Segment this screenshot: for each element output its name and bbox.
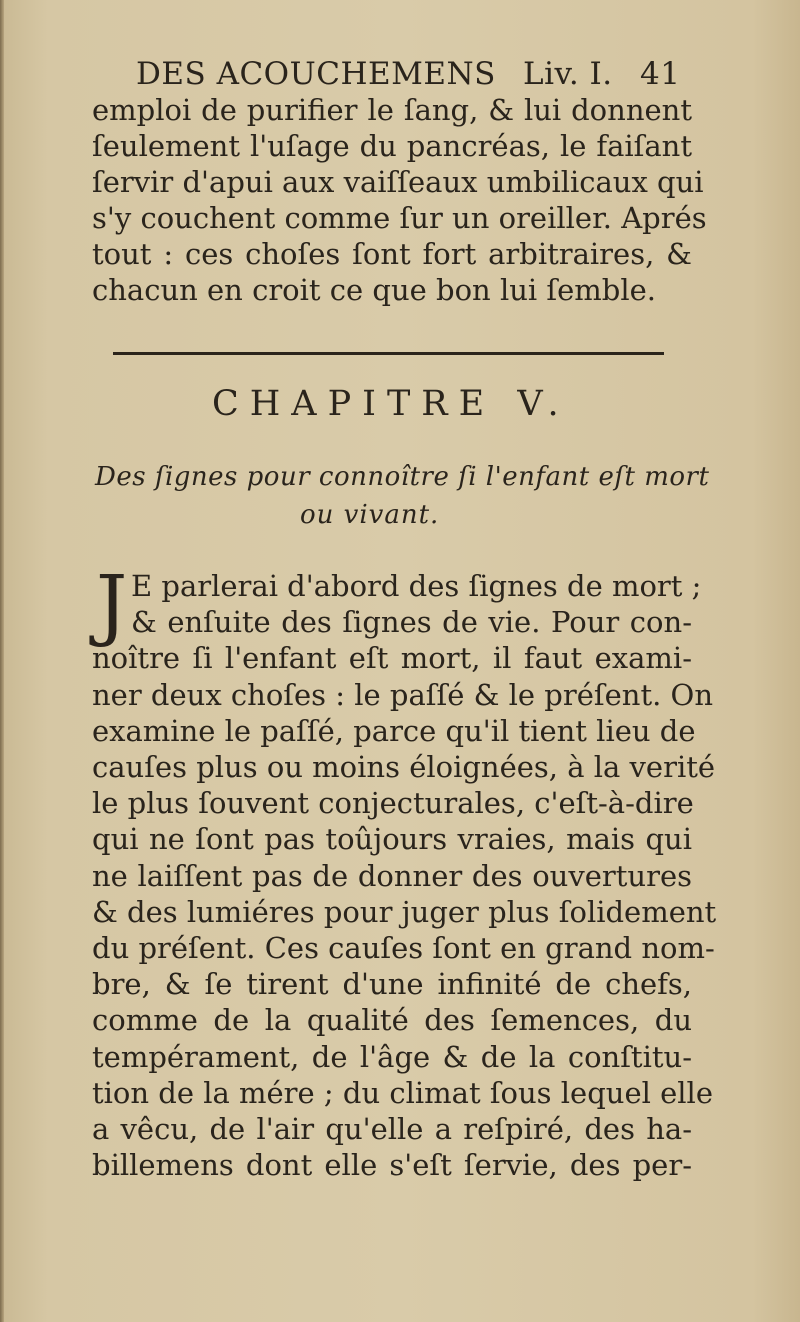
text-line: billemens dont elle s'eſt ſervie, des per- bbox=[92, 1148, 692, 1183]
text-line: ſervir d'apui aux vaiſſeaux umbilicaux qui bbox=[92, 165, 704, 199]
text-line: noître ſi l'enfant eſt mort, il faut exami- bbox=[92, 641, 692, 676]
text-line: ner deux choſes : le paſſé & le préſent. On bbox=[92, 677, 714, 712]
text-line: bre, & ſe tirent d'une infinité de chefs, bbox=[92, 967, 692, 1002]
text-line: a vêcu, de l'air qu'elle a reſpiré, des ha- bbox=[92, 1112, 692, 1146]
chapter-subtitle-line-1: Des ſignes pour connoître ſi l'enfant eſt mort bbox=[95, 462, 710, 492]
text-line: E parlerai d'abord des ſignes de mort ; bbox=[131, 569, 702, 603]
page-gutter-edge bbox=[0, 0, 4, 1322]
text-line: qui ne ſont pas toûjours vraies, mais qui bbox=[92, 822, 692, 857]
page-number: 41 bbox=[640, 56, 681, 92]
text-line: comme de la qualité des ſemences, du bbox=[92, 1003, 692, 1038]
book-number: Liv. I. bbox=[523, 56, 613, 92]
text-line: & des lumiéres pour juger plus ſolidement bbox=[92, 894, 717, 929]
running-header bbox=[136, 56, 696, 96]
text-line: emploi de purifier le ſang, & lui donnent bbox=[92, 93, 692, 127]
text-line: ne laiſſent pas de donner des ouvertures bbox=[92, 858, 692, 893]
section-divider-rule bbox=[113, 352, 664, 355]
text-line: examine le paſſé, parce qu'il tient lieu de bbox=[92, 713, 696, 748]
chapter-heading: CHAPITRE V. bbox=[212, 384, 570, 424]
text-line: chacun en croit ce que bon lui ſemble. bbox=[92, 273, 657, 307]
text-line: du préſent. Ces cauſes ſont en grand nom- bbox=[92, 931, 715, 965]
text-line: tion de la mére ; du climat ſous lequel elle bbox=[92, 1075, 713, 1110]
chapter-subtitle-line-2: ou vivant. bbox=[300, 500, 440, 530]
text-line: & enſuite des ſignes de vie. Pour con- bbox=[131, 605, 692, 640]
text-line: cauſes plus ou moins éloignées, à la verité bbox=[92, 750, 716, 784]
text-line: tempérament, de l'âge & de la conſtitu- bbox=[92, 1039, 692, 1074]
text-line: tout : ces choſes ſont fort arbitraires, & bbox=[92, 237, 692, 271]
text-line: le plus ſouvent conjecturales, c'eſt-à-dire bbox=[92, 786, 694, 821]
text-line: s'y couchent comme ſur un oreiller. Aprés bbox=[92, 201, 707, 235]
running-title: DES ACOUCHEMENS bbox=[136, 56, 496, 92]
text-line: ſeulement l'uſage du pancréas, le faiſant bbox=[92, 129, 692, 163]
drop-cap: J bbox=[96, 560, 128, 650]
